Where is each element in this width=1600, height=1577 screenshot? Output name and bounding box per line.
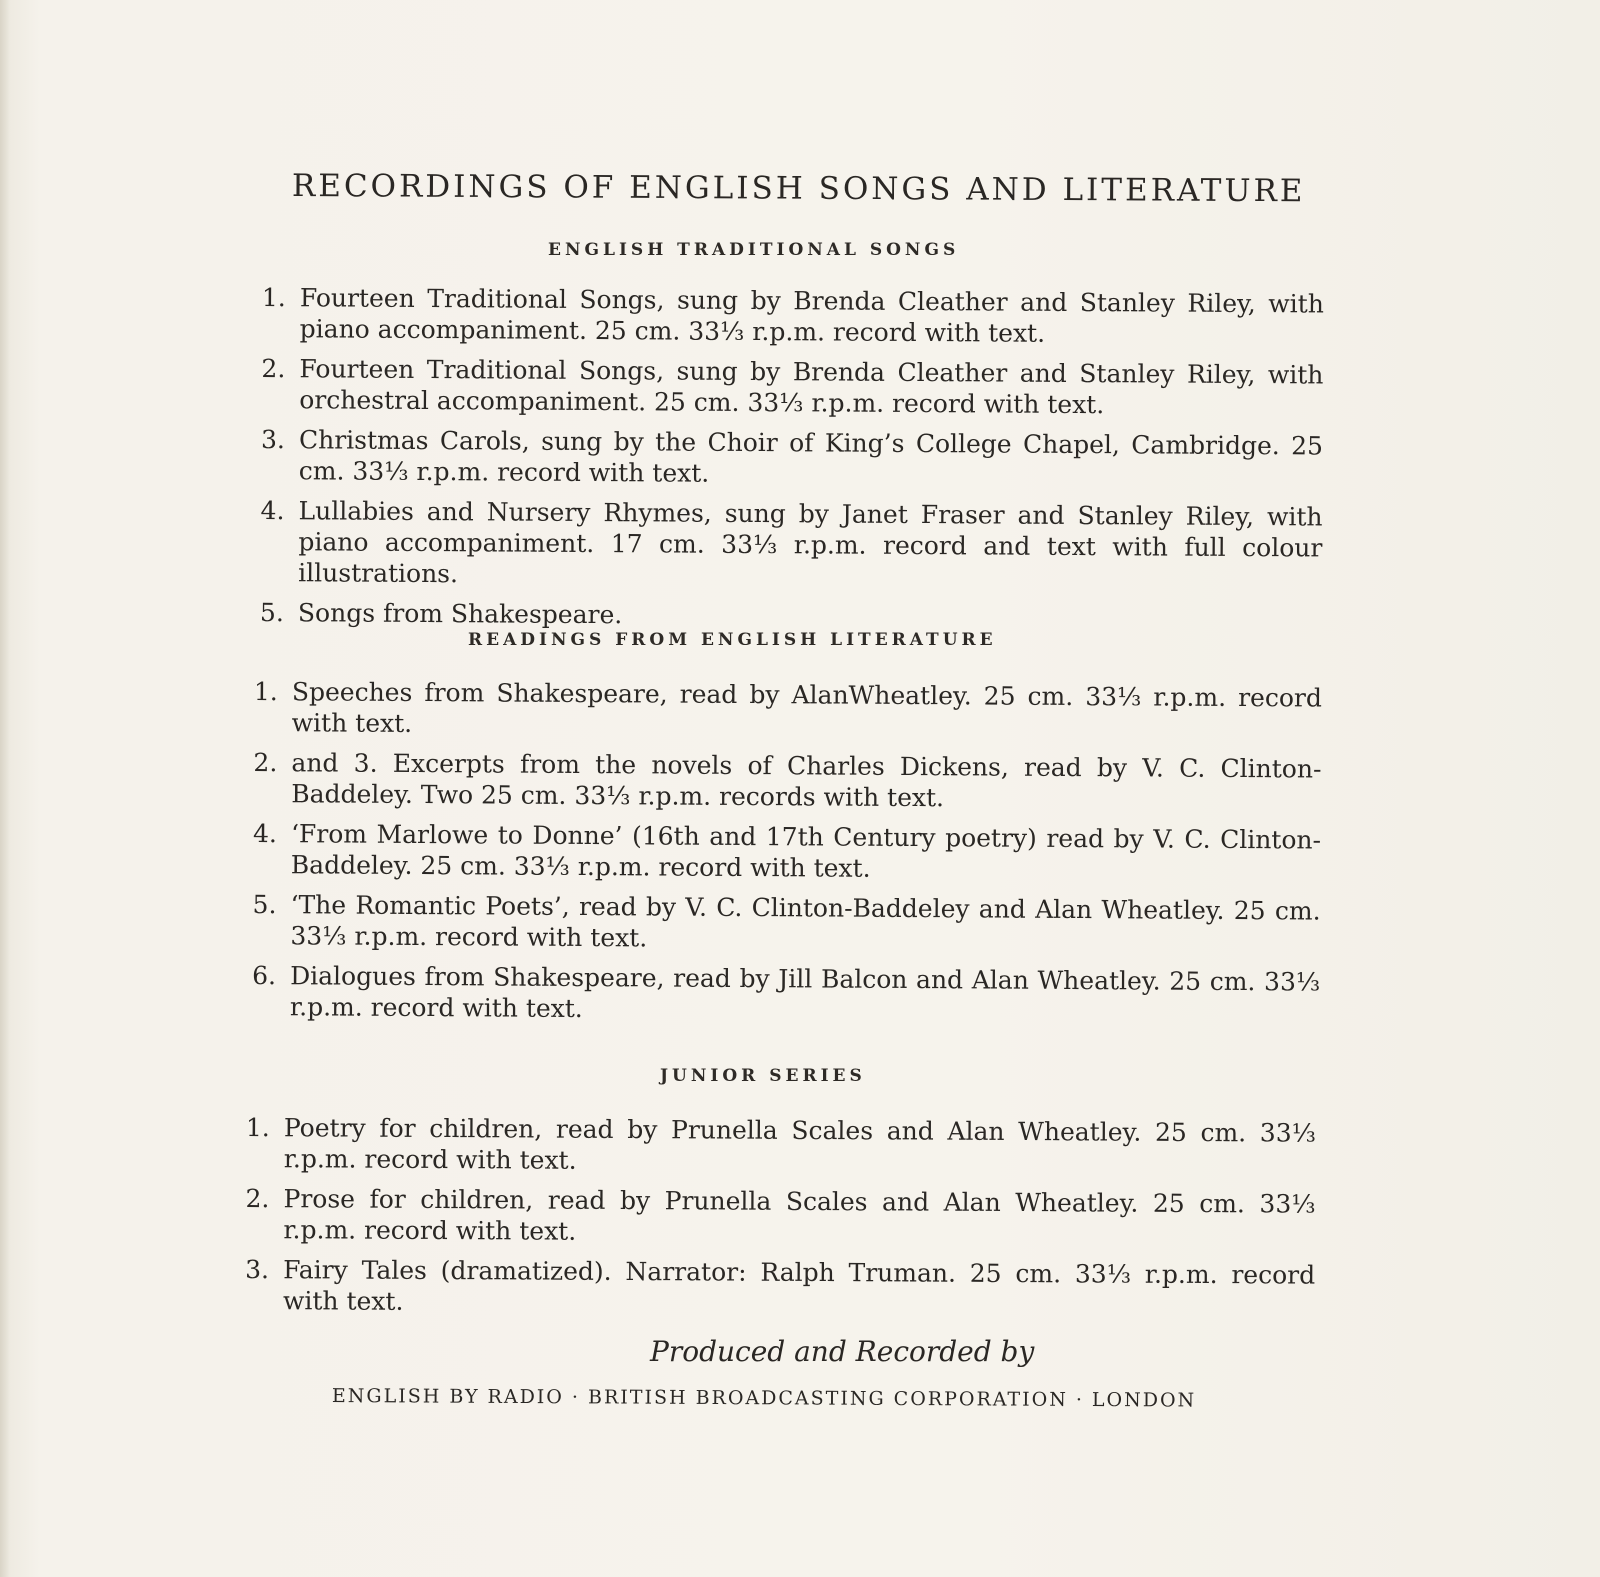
list-item: [252, 960, 1320, 1029]
item-text: Fourteen Traditional Songs, sung by Brenda Cleather and Stanley Riley, with piano accompaniment. 25 cm. 33⅓ r.p.m. record with text.: [299, 283, 1324, 348]
item-text: Poetry for children, read by Prunella Scales and Alan Wheatley. 25 cm. 33⅓ r.p.m. record with text.: [283, 1113, 1316, 1175]
item-text: Dialogues from Shakespeare, read by Jill Balcon and Alan Wheatley. 25 cm. 33⅓ r.p.m. record with text.: [289, 961, 1321, 1024]
list-item: [261, 424, 1323, 492]
credit-line: Produced and Recorded by: [650, 1335, 1035, 1368]
item-number: 6.: [252, 960, 277, 991]
item-number: 2.: [261, 353, 286, 384]
traditional-songs-list: [260, 282, 1324, 643]
list-item: [261, 353, 1323, 421]
item-number: 1.: [245, 1113, 270, 1143]
list-item: [245, 1183, 1315, 1251]
item-text: Fairy Tales (dramatized). Narrator: Ralph Truman. 25 cm. 33⅓ r.p.m. record with text.: [282, 1255, 1316, 1316]
list-item: [260, 495, 1323, 594]
list-item: [253, 747, 1321, 816]
item-text: Lullabies and Nursery Rhymes, sung by Janet Fraser and Stanley Riley, with piano accompaniment. 17 cm. 33⅓ r.p.m. record and text with full colour illustrations.: [298, 496, 1323, 589]
page-title: RECORDINGS OF ENGLISH SONGS AND LITERATURE: [291, 168, 1306, 210]
list-item: [246, 1112, 1316, 1180]
list-item: [262, 282, 1324, 350]
publisher-line: ENGLISH BY RADIO · BRITISH BROADCASTING CORPORATION · LONDON: [331, 1385, 1197, 1412]
list-item: [245, 1254, 1315, 1322]
list-item: [252, 889, 1320, 958]
item-number: 3.: [260, 424, 285, 455]
item-text: Prose for children, read by Prunella Scales and Alan Wheatley. 25 cm. 33⅓ r.p.m. record with text.: [283, 1184, 1316, 1246]
item-number: 1.: [261, 282, 286, 313]
list-item: [252, 1031, 1320, 1038]
item-text: ‘The Romantic Poets’, read by V. C. Clinton-Baddeley and Alan Wheatley. 25 cm. 33⅓ r.p.m. record with text.: [290, 890, 1321, 953]
list-item: [260, 597, 1322, 634]
item-text: [290, 1031, 1320, 1037]
item-number: 1.: [253, 677, 278, 707]
junior-series-list: [245, 1112, 1316, 1331]
item-number: 5.: [252, 889, 277, 920]
item-text: Christmas Carols, sung by the Choir of King’s College Chapel, Cambridge. 25 cm. 33⅓ r.p.m. record with text.: [298, 425, 1324, 488]
list-item: [254, 676, 1322, 745]
spine-edge: [0, 0, 10, 1577]
readings-list: [252, 676, 1322, 1038]
item-number: 4.: [260, 495, 285, 526]
section-heading-traditional-songs: ENGLISH TRADITIONAL SONGS: [548, 240, 960, 260]
item-text: Speeches from Shakespeare, read by AlanWheatley. 25 cm. 33⅓ r.p.m. record with text.: [291, 677, 1322, 738]
section-heading-readings: READINGS FROM ENGLISH LITERATURE: [468, 630, 997, 650]
item-number: 2.: [245, 1183, 270, 1214]
item-number: 5.: [259, 597, 284, 628]
item-number: 2.: [253, 747, 278, 778]
item-text: ‘From Marlowe to Donne’ (16th and 17th Century poetry) read by V. C. Clinton-Baddeley. 25 cm. 33⅓ r.p.m. record with text.: [290, 819, 1322, 883]
section-heading-junior-series: JUNIOR SERIES: [660, 1066, 866, 1086]
item-text: and 3. Excerpts from the novels of Charles Dickens, read by V. C. Clinton-Baddeley. Two 25 cm. 33⅓ r.p.m. records with text.: [291, 748, 1322, 813]
item-number: 3.: [245, 1254, 270, 1285]
list-item: [253, 818, 1321, 887]
item-text: Songs from Shakespeare.: [297, 598, 623, 630]
item-text: Fourteen Traditional Songs, sung by Brenda Cleather and Stanley Riley, with orchestral accompaniment. 25 cm. 33⅓ r.p.m. record with text.: [299, 354, 1324, 420]
item-number: 4.: [252, 818, 277, 849]
